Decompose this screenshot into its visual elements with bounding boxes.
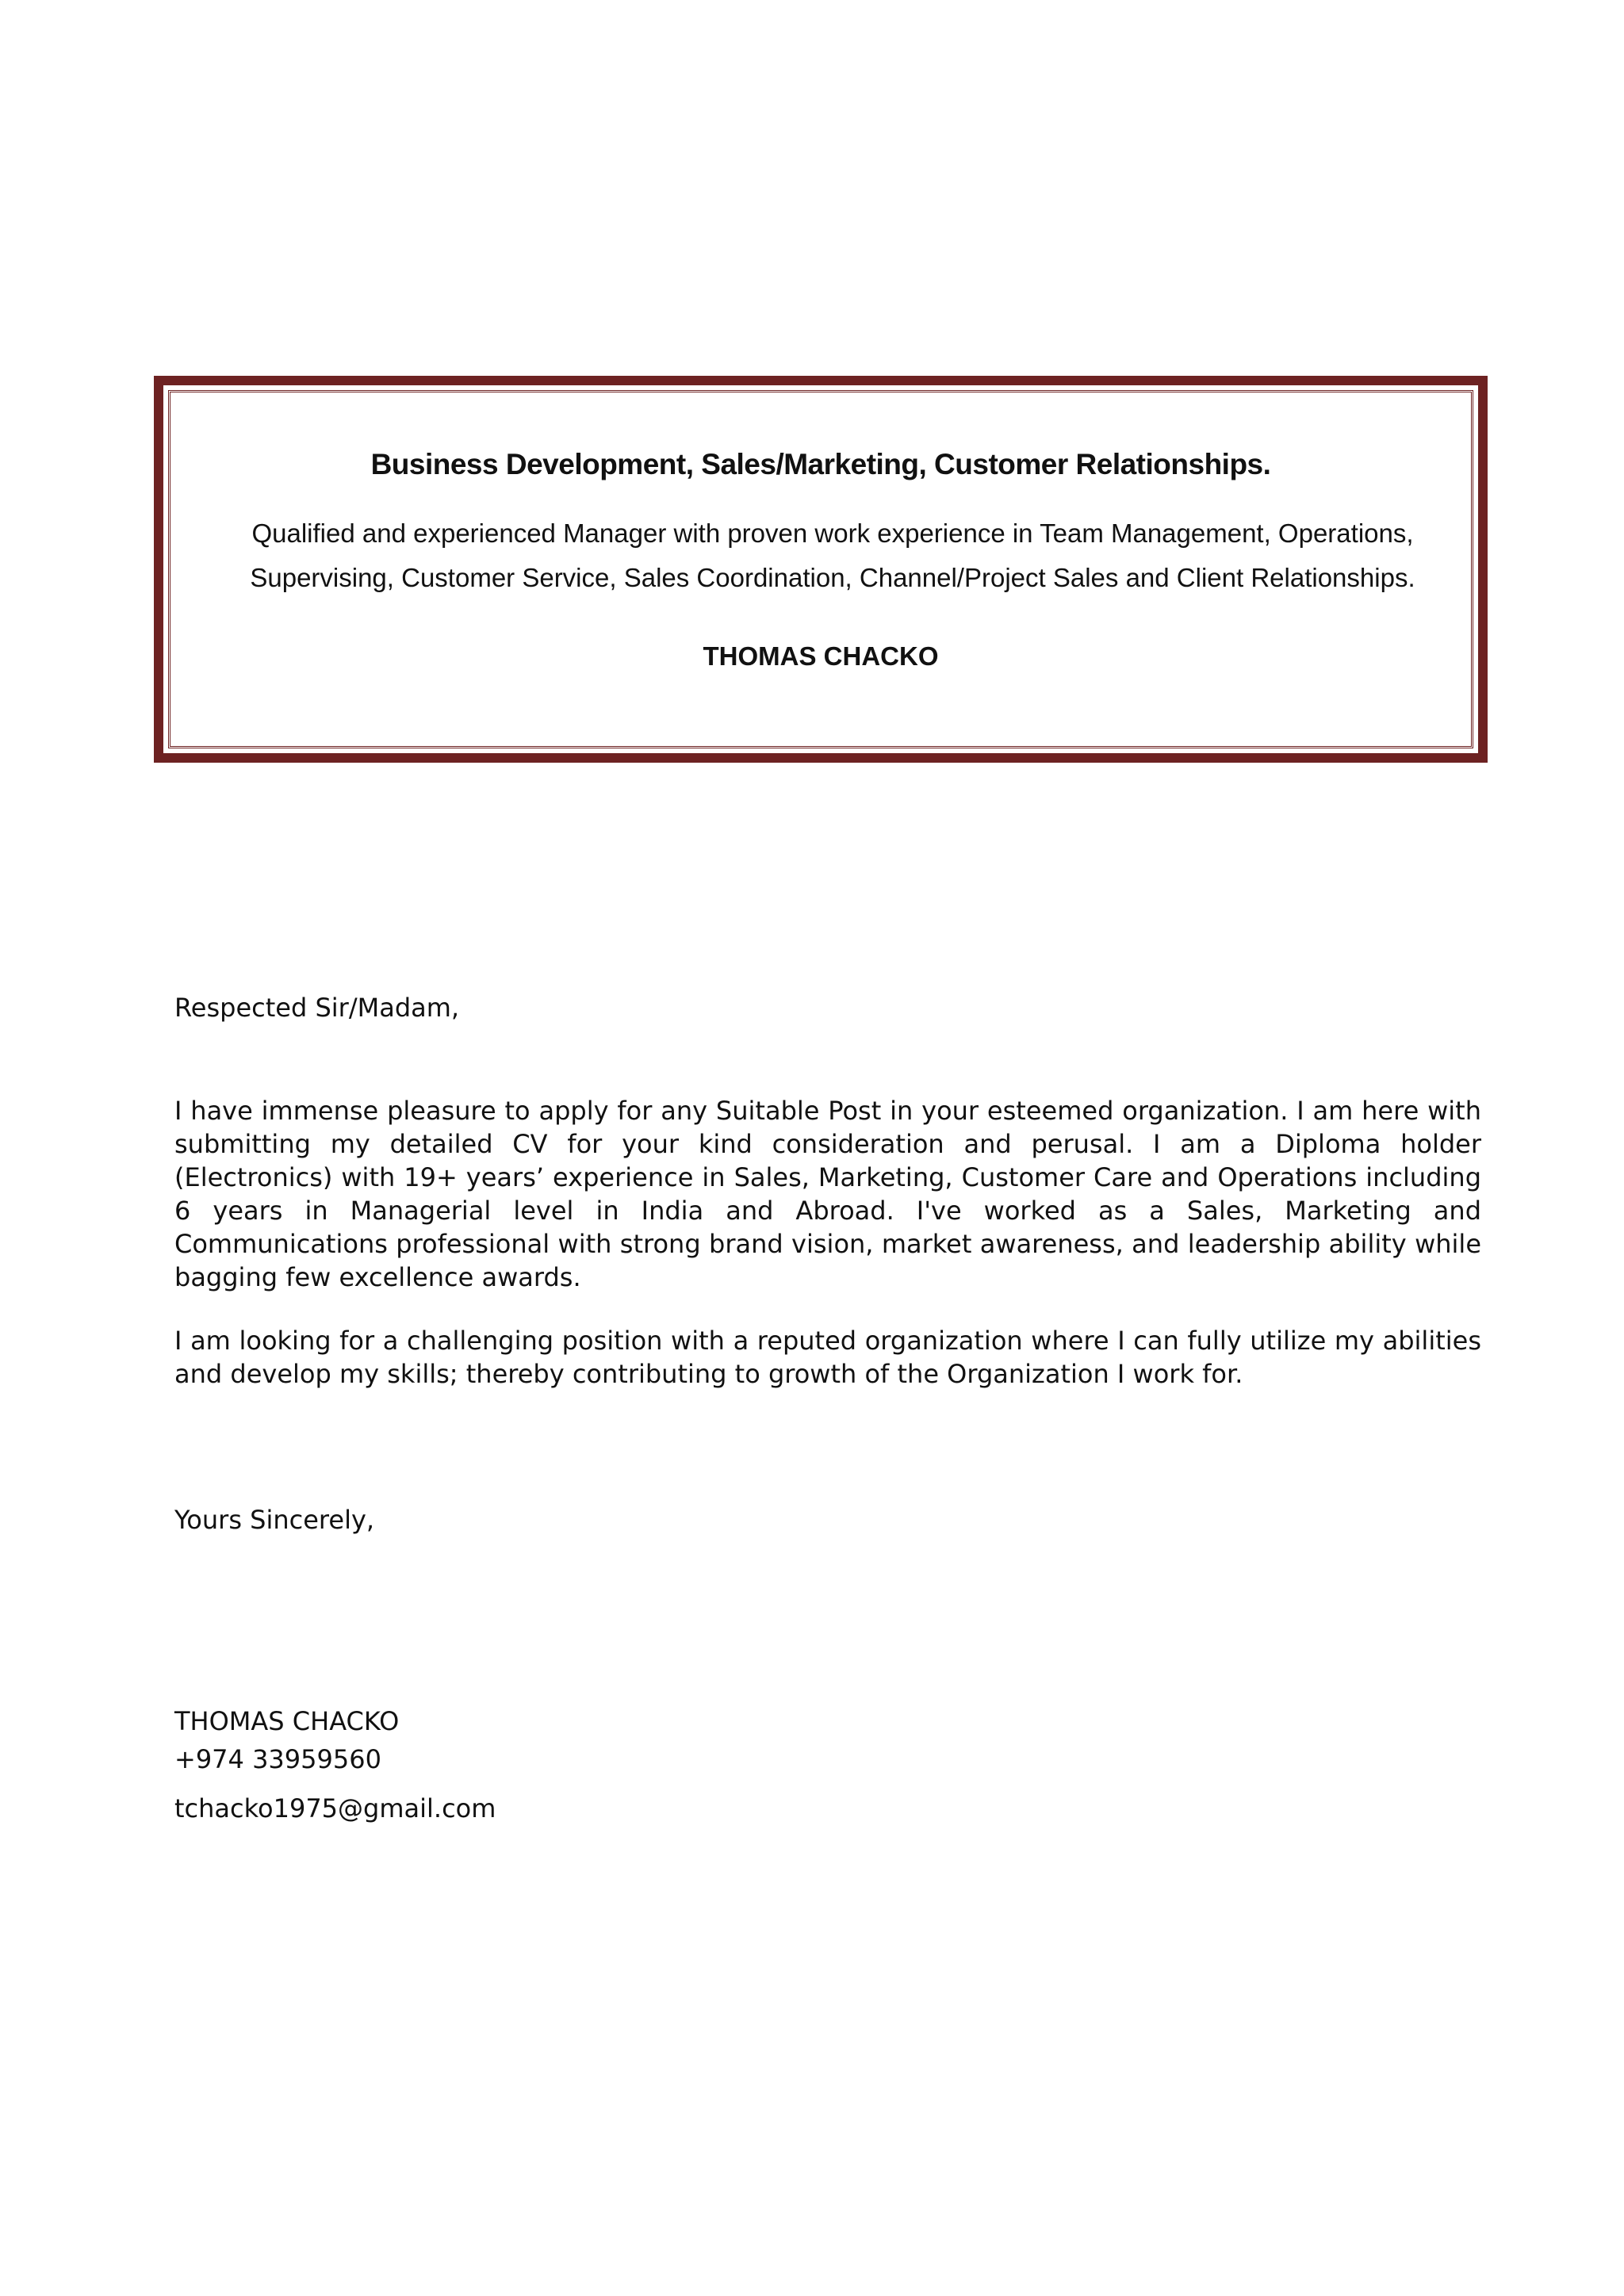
signature-phone: +974 33959560 bbox=[174, 1744, 381, 1774]
closing: Yours Sincerely, bbox=[174, 1505, 375, 1535]
header-summary-line-2: Supervising, Customer Service, Sales Coordination, Channel/Project Sales and Client Relationships. bbox=[250, 563, 1415, 592]
header-inner-border bbox=[168, 390, 1473, 748]
salutation: Respected Sir/Madam, bbox=[174, 993, 460, 1023]
signature-name: THOMAS CHACKO bbox=[174, 1706, 400, 1736]
letter-paragraph-1: I have immense pleasure to apply for any Suitable Post in your esteemed organization. I am here with submitting my detailed CV for your kind consideration and perusal. I am a Diploma holder (Electronics) with 19+ years’ experience in Sales, Marketing, Customer Care and Operations including 6 years in Managerial level in India and Abroad. I've worked as a Sales, Marketing and Communications professional with strong brand vision, market awareness, and leadership ability while bagging few excellence awards. bbox=[174, 1096, 1481, 1292]
letter-paragraph-2: I am looking for a challenging position with a reputed organization where I can fully utilize my abilities and develop my skills; thereby contributing to growth of the Organization I work for. bbox=[174, 1326, 1481, 1389]
header-summary-line-1: Qualified and experienced Manager with proven work experience in Team Management, Operations, bbox=[251, 519, 1414, 548]
header-name: THOMAS CHACKO bbox=[703, 641, 939, 671]
signature-email: tchacko1975@gmail.com bbox=[174, 1793, 496, 1823]
header-title: Business Development, Sales/Marketing, Customer Relationships. bbox=[370, 448, 1271, 480]
header-box bbox=[154, 376, 1488, 763]
header-summary bbox=[218, 511, 1447, 600]
